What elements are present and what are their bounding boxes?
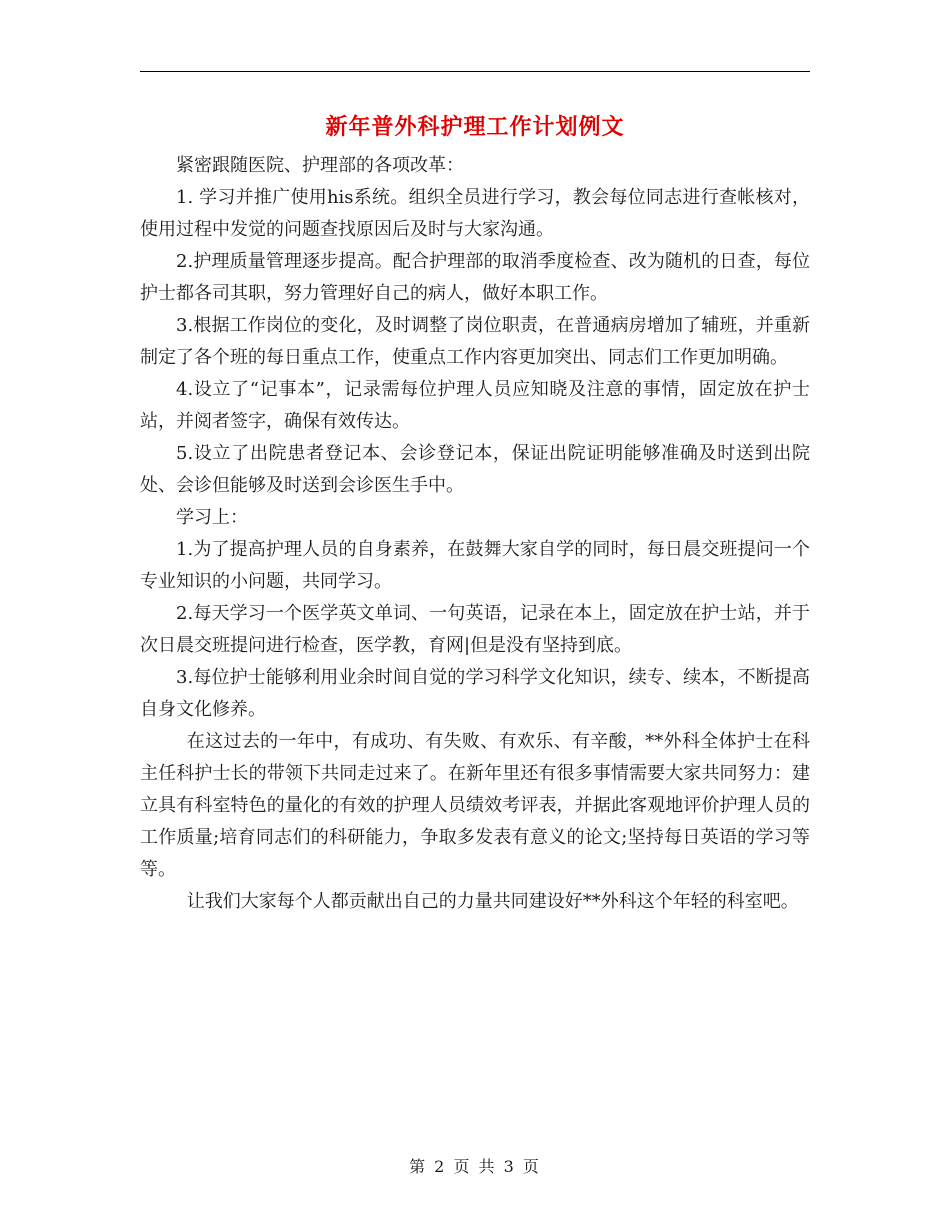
paragraph-item-1: 1. 学习并推广使用his系统。组织全员进行学习，教会每位同志进行查帐核对，使用过程中发觉的问题查找原因后及时与大家沟通。 bbox=[140, 187, 810, 240]
paragraph-item-3: 3.根据工作岗位的变化，及时调整了岗位职责，在普通病房增加了辅班，并重新制定了各个班的每日重点工作，使重点工作内容更加突出、同志们工作更加明确。 bbox=[140, 315, 810, 368]
document-title: 新年普外科护理工作计划例文 bbox=[325, 114, 625, 140]
paragraph-study-3: 3.每位护士能够利用业余时间自觉的学习科学文化知识，续专、续本，不断提高自身文化修养。 bbox=[140, 667, 810, 720]
paragraph-study-heading: 学习上： bbox=[176, 507, 248, 528]
document-body bbox=[140, 150, 810, 918]
paragraph-study-1: 1.为了提高护理人员的自身素养，在鼓舞大家自学的同时，每日晨交班提问一个专业知识的小问题，共同学习。 bbox=[140, 539, 810, 592]
paragraph-summary: 在这过去的一年中，有成功、有失败、有欢乐、有辛酸，**外科全体护士在科主任科护士长的带领下共同走过来了。在新年里还有很多事情需要大家共同努力：建立具有科室特色的量化的有效的护理人员绩效考评表，并据此客观地评价护理人员的工作质量;培育同志们的科研能力，争取多发表有意义的论文;坚持每日英语的学习等等。 bbox=[140, 731, 810, 880]
paragraph-item-5: 5.设立了出院患者登记本、会诊登记本，保证出院证明能够准确及时送到出院处、会诊但能够及时送到会诊医生手中。 bbox=[140, 443, 810, 496]
paragraph-study-2: 2.每天学习一个医学英文单词、一句英语，记录在本上，固定放在护士站，并于次日晨交班提问进行检查，医学教，育网|但是没有坚持到底。 bbox=[140, 603, 810, 656]
paragraph-item-4: 4.设立了“记事本”，记录需每位护理人员应知晓及注意的事情，固定放在护士站，并阅者签字，确保有效传达。 bbox=[140, 379, 810, 432]
page-number: 第 2 页 共 3 页 bbox=[409, 1157, 541, 1176]
header-rule bbox=[140, 71, 810, 72]
paragraph-closing: 让我们大家每个人都贡献出自己的力量共同建设好**外科这个年轻的科室吧。 bbox=[186, 891, 799, 912]
paragraph-item-2: 2.护理质量管理逐步提高。配合护理部的取消季度检查、改为随机的日查，每位护士都各司其职，努力管理好自己的病人，做好本职工作。 bbox=[140, 251, 810, 304]
paragraph-intro: 紧密跟随医院、护理部的各项改革： bbox=[176, 155, 464, 176]
